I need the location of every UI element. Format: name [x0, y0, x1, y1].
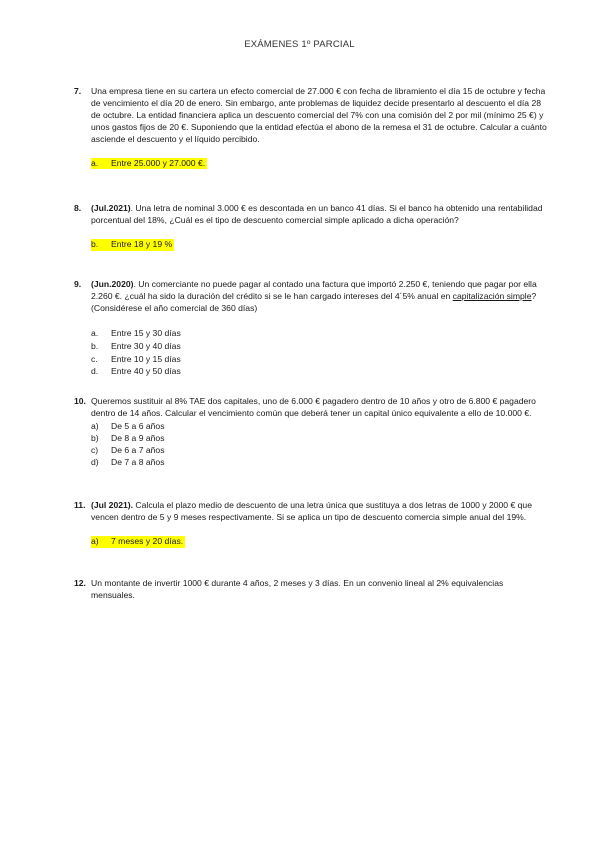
option-letter: d. — [91, 366, 99, 377]
option-text: Entre 15 y 30 días — [111, 327, 181, 338]
question-text: Una empresa tiene en su cartera un efecto comercial de 27.000 € con fecha de libramiento el día 15 de octubre y fecha de vencimiento el día 20 de enero. Sin embargo, ante problemas de liquidez decide presentarlo al descuento el día 28 de octubre. La entidad financiera aplica un descuento comercial del 7% con una comisión del 2 por mil (mínimo 25 €) y unos gastos fijos de 20 €. Suponiendo que la entidad efectúa el abono de la remesa el 31 de octubre. Calcular a cuánto asciende el descuento y el líquido percibido. — [91, 86, 547, 144]
question-number: 12. — [74, 578, 86, 588]
question-number: 10. — [74, 396, 86, 406]
option-letter: b) — [91, 432, 99, 443]
option-letter: d) — [91, 456, 99, 467]
question-text — [91, 500, 549, 524]
option-d — [91, 456, 549, 468]
option-list — [91, 420, 549, 468]
option-c — [91, 353, 549, 366]
highlighted-answer — [91, 536, 549, 548]
question-9 — [74, 279, 549, 378]
exam-date-tag: (Jul.2021) — [91, 203, 131, 213]
question-body: . Una letra de nominal 3.000 € es descontada en un banco 41 días. Si el banco ha obtenido una rentabilidad porcentual del 18%, ¿Cuál es el tipo de descuento comercial simple aplicado a dicha operación? — [91, 203, 543, 225]
question-text: Queremos sustituir al 8% TAE dos capitales, uno de 6.000 € pagadero dentro de 10 años y otro de 6.800 € pagadero dentro de 14 años. Calcular el vencimiento común que deberá tener un capital único equivalente a ello de 10.000 €. — [91, 396, 536, 418]
option-text: Entre 10 y 15 días — [111, 353, 181, 364]
question-number: 11. — [74, 500, 86, 510]
option-list — [91, 327, 549, 379]
underlined-term: capitalización simple — [452, 290, 532, 301]
option-text: De 6 a 7 años — [111, 444, 165, 455]
question-body: Calcula el plazo medio de descuento de una letra única que sustituya a dos letras de 1000 y 2000 € que vencen dentro de 5 y 9 meses respectivamente. Si se aplica un tipo de descuento comercia simple anual del 19%. — [91, 500, 532, 522]
option-b — [91, 340, 549, 353]
answer-text: Entre 18 y 19 % — [111, 238, 173, 249]
question-text — [91, 203, 549, 227]
exam-date-tag: (Jul 2021). — [91, 500, 134, 510]
question-11 — [74, 500, 549, 548]
question-number: 8. — [74, 203, 82, 213]
page-header: EXÁMENES 1º PARCIAL — [244, 39, 355, 50]
option-text: Entre 30 y 40 días — [111, 340, 181, 351]
question-8 — [74, 203, 549, 251]
highlighted-answer — [91, 239, 549, 251]
option-text: De 7 a 8 años — [111, 456, 165, 467]
answer-letter: a. — [91, 158, 111, 170]
question-body: . Un comerciante no puede pagar al contado una factura que importó 2.250 €, teniendo que pagar por ella 2.260 €. ¿cuál ha sido la duración del crédito si se le han cargado intereses del 4´5% anual en — [91, 279, 537, 301]
option-c — [91, 444, 549, 456]
question-text — [91, 279, 549, 315]
option-text: De 8 a 9 años — [111, 432, 165, 443]
exam-date-tag: (Jun.2020) — [91, 279, 134, 289]
question-10 — [74, 396, 549, 468]
option-letter: c) — [91, 444, 99, 455]
option-a — [91, 420, 549, 432]
answer-text: 7 meses y 20 días. — [111, 535, 184, 546]
option-a — [91, 327, 549, 340]
option-text: De 5 a 6 años — [111, 420, 165, 431]
question-7 — [74, 86, 549, 169]
question-12 — [74, 578, 549, 602]
option-b — [91, 432, 549, 444]
option-letter: c. — [91, 353, 98, 364]
answer-letter: a) — [91, 536, 111, 548]
answer-text: Entre 25.000 y 27.000 €. — [111, 157, 206, 168]
option-letter: a. — [91, 327, 99, 338]
question-number: 9. — [74, 279, 82, 289]
answer-letter: b. — [91, 239, 111, 251]
question-number: 7. — [74, 86, 82, 96]
option-text: Entre 40 y 50 días — [111, 366, 181, 377]
question-text: Un montante de invertir 1000 € durante 4 años, 2 meses y 3 días. En un convenio lineal al 2% equivalencias mensuales. — [91, 578, 504, 600]
option-d — [91, 365, 549, 378]
option-letter: b. — [91, 340, 99, 351]
highlighted-answer — [91, 158, 549, 170]
question-body-end: ? (Considérese el año comercial de 360 días) — [91, 290, 537, 313]
option-letter: a) — [91, 420, 99, 431]
